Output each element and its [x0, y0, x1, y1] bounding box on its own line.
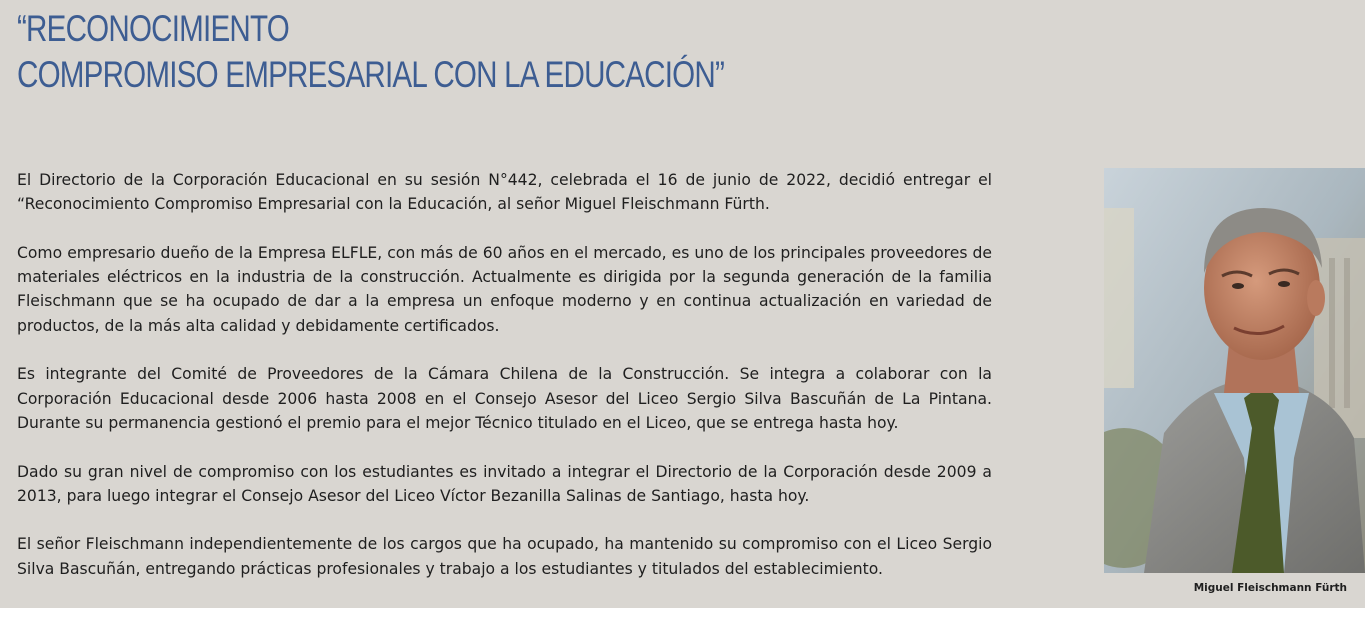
paragraph-chamber-committee: Es integrante del Comité de Proveedores de la Cámara Chilena de la Construcción. Se integra a colaborar con la Corporación Educacional desde 2006 hasta 2008 en el Consejo Asesor del Liceo Sergio Silva Bascuñán de La Pintana. Durante su permanencia gestionó el premio para el mejor Técnico titulado en el Liceo, que se entrega hasta hoy.	[17, 365, 992, 432]
title-line-1: “RECONOCIMIENTO	[17, 8, 289, 49]
paragraph-ongoing-commitment: El señor Fleischmann independientemente de los cargos que ha ocupado, ha mantenido su compromiso con el Liceo Sergio Silva Bascuñán, entregando prácticas profesionales y trabajo a los estudiantes y titulados del establecimiento.	[17, 535, 992, 578]
portrait-illustration	[1104, 168, 1365, 573]
paragraph-board-member: Dado su gran nivel de compromiso con los estudiantes es invitado a integrar el Directorio de la Corporación desde 2009 a 2013, para luego integrar el Consejo Asesor del Liceo Víctor Bezanilla Salinas de Santiago, hasta hoy.	[17, 462, 992, 505]
photo-caption: Miguel Fleischmann Fürth	[1193, 582, 1347, 594]
article-body	[17, 168, 992, 605]
paragraph-recognition-decision: El Directorio de la Corporación Educacional en su sesión N°442, celebrada el 16 de junio de 2022, decidió entregar el “Reconocimiento Compromiso Empresarial con la Educación, al señor Miguel Fleischmann Fürth.	[17, 171, 992, 214]
page-title	[17, 6, 724, 98]
paragraph-elfle-business: Como empresario dueño de la Empresa ELFLE, con más de 60 años en el mercado, es uno de los principales proveedores de materiales eléctricos en la industria de la construcción. Actualmente es dirigida por la segunda generación de la familia Fleischmann que se ha ocupado de dar a la empresa un enfoque moderno y en continua actualización en variedad de productos, de la más alta calidad y debidamente certificados.	[17, 243, 992, 335]
title-line-2: COMPROMISO EMPRESARIAL CON LA EDUCACIÓN”	[17, 54, 725, 95]
portrait-photo	[1104, 168, 1365, 573]
